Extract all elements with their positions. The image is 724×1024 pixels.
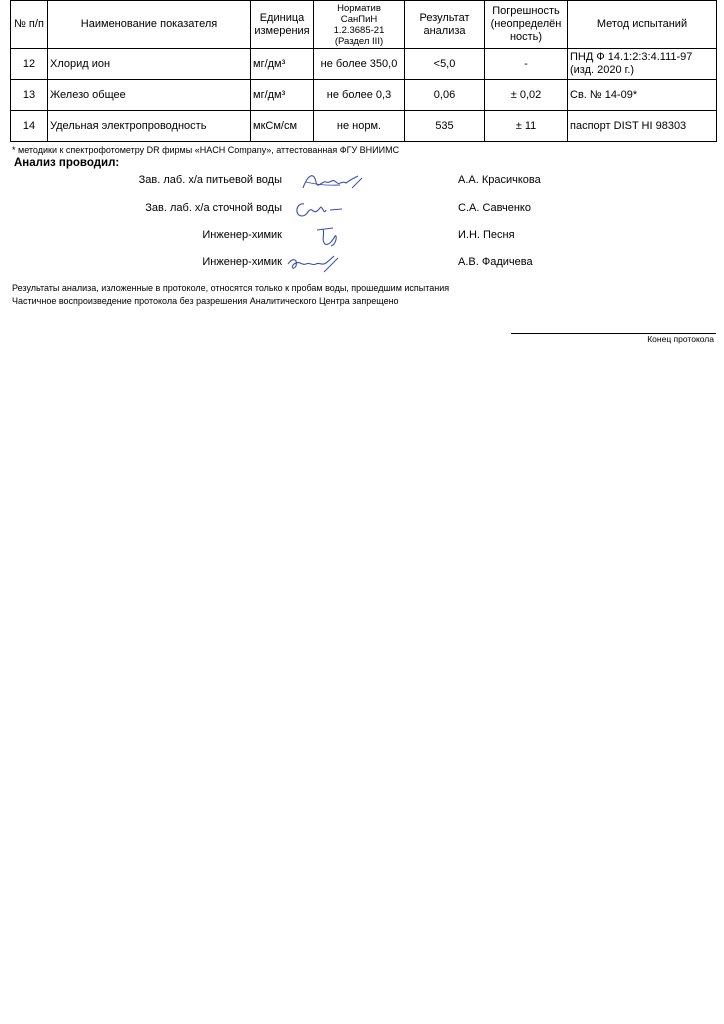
signatory-role: Инженер-химик [202,229,282,241]
header-method: Метод испытаний [568,1,717,49]
results-table [10,0,717,142]
header-error: Погрешность (неопределён ность) [485,1,568,49]
header-norm: Норматив СанПиН 1.2.3685-21 (Раздел III) [314,1,405,49]
signature-image [300,168,364,194]
table-row [11,80,717,111]
signature-image [284,250,342,276]
row-result: 0,06 [405,80,485,111]
signatory-name: А.А. Красичкова [458,174,541,186]
signatory-name: А.В. Фадичева [458,256,533,268]
row-unit: мг/дм³ [251,80,314,111]
row-result: 535 [405,111,485,142]
row-unit: мг/дм³ [251,49,314,80]
disclaimer-results: Результаты анализа, изложенные в протоколе, относятся только к пробам воды, прошедшим испытания [12,283,450,293]
row-error: ± 11 [485,111,568,142]
signatory-role: Зав. лаб. х/а сточной воды [145,202,282,214]
header-result: Результат анализа [405,1,485,49]
row-result: <5,0 [405,49,485,80]
header-unit: Единица измерения [251,1,314,49]
signatory-role: Инженер-химик [202,256,282,268]
signatory-role: Зав. лаб. х/а питьевой воды [138,174,282,186]
row-method: ПНД Ф 14.1:2:3:4.111-97 (изд. 2020 г.) [568,49,717,80]
end-of-protocol: Конец протокола [647,334,714,344]
row-error: - [485,49,568,80]
disclaimer-reproduction: Частичное воспроизведение протокола без разрешения Аналитического Центра запрещено [12,296,399,306]
analysis-title: Анализ проводил: [14,157,120,169]
row-parameter-name: Хлорид ион [48,49,251,80]
signatory-name: С.А. Савченко [458,202,531,214]
signature-image [313,222,349,250]
signatory-name: И.Н. Песня [458,229,515,241]
row-unit: мкСм/см [251,111,314,142]
row-norm: не более 350,0 [314,49,405,80]
row-method: Св. № 14-09* [568,80,717,111]
methods-footnote: * методики к спектрофотометру DR фирмы «HACH Company», аттестованная ФГУ ВНИИМС [12,145,400,155]
row-norm: не норм. [314,111,405,142]
table-row [11,111,717,142]
row-number: 14 [11,111,48,142]
row-number: 13 [11,80,48,111]
signature-image [292,196,344,222]
table-header-row [11,1,717,49]
header-name: Наименование показателя [48,1,251,49]
row-parameter-name: Железо общее [48,80,251,111]
row-norm: не более 0,3 [314,80,405,111]
table-row [11,49,717,80]
row-parameter-name: Удельная электропроводность [48,111,251,142]
row-number: 12 [11,49,48,80]
row-error: ± 0,02 [485,80,568,111]
header-number: № п/п [11,1,48,49]
row-method: паспорт DIST HI 98303 [568,111,717,142]
